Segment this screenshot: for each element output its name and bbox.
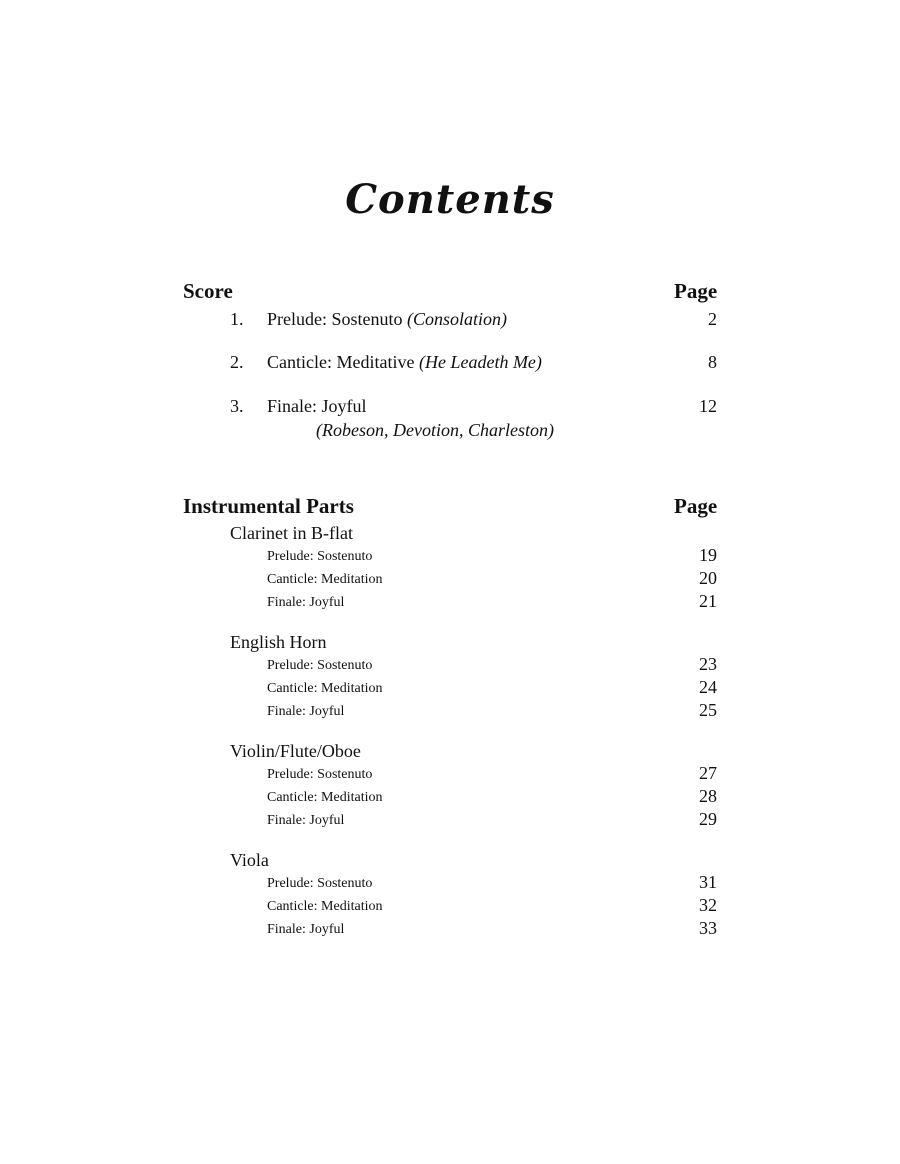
movement-page: 21 — [699, 591, 717, 611]
movement-page: 31 — [699, 872, 717, 892]
movement-title: Finale: Joyful — [267, 704, 345, 719]
movement-title: Prelude: Sostenuto — [267, 876, 373, 891]
movement-page: 24 — [699, 677, 717, 697]
score-page-heading: Page — [674, 279, 718, 303]
parts-page-heading: Page — [674, 494, 718, 518]
movement-page: 29 — [699, 809, 717, 829]
movement-page: 19 — [699, 545, 717, 565]
entry-title — [267, 352, 542, 373]
entry-number: 3. — [230, 396, 244, 416]
movement-page: 33 — [699, 918, 717, 938]
instrument-name: English Horn — [230, 632, 327, 652]
entry-number: 2. — [230, 352, 244, 372]
instrument-name: Clarinet in B-flat — [230, 523, 353, 543]
movement-title: Canticle: Meditation — [267, 790, 383, 805]
entry-subtitle: (Robeson, Devotion, Charleston) — [316, 420, 554, 440]
movement-title: Canticle: Meditation — [267, 681, 383, 696]
entry-page: 8 — [708, 352, 717, 372]
movement-page: 20 — [699, 568, 717, 588]
movement-title: Finale: Joyful — [267, 922, 345, 937]
movement-title: Prelude: Sostenuto — [267, 549, 373, 564]
score-heading: Score — [183, 279, 233, 303]
movement-title: Canticle: Meditation — [267, 899, 383, 914]
page-title: Contents — [345, 176, 555, 223]
entry-number: 1. — [230, 309, 244, 329]
movement-page: 32 — [699, 895, 717, 915]
parts-heading: Instrumental Parts — [183, 494, 354, 518]
entry-title — [267, 309, 507, 330]
movement-page: 28 — [699, 786, 717, 806]
instrument-name: Viola — [230, 850, 269, 870]
entry-page: 2 — [708, 309, 717, 329]
movement-title: Finale: Joyful — [267, 595, 345, 610]
entry-title-text: Finale: Joyful — [267, 396, 367, 416]
entry-title-text: Canticle: Meditative — [267, 352, 415, 372]
movement-page: 23 — [699, 654, 717, 674]
entry-title-text: Prelude: Sostenuto — [267, 309, 403, 329]
entry-subtitle: (He Leadeth Me) — [418, 352, 542, 372]
entry-subtitle: (Consolation) — [407, 309, 508, 329]
movement-page: 27 — [699, 763, 717, 783]
movement-title: Canticle: Meditation — [267, 572, 383, 587]
movement-title: Finale: Joyful — [267, 813, 345, 828]
movement-title: Prelude: Sostenuto — [267, 767, 373, 782]
movement-title: Prelude: Sostenuto — [267, 658, 373, 673]
instrument-name: Violin/Flute/Oboe — [230, 741, 361, 761]
entry-page: 12 — [699, 396, 717, 416]
movement-page: 25 — [699, 700, 717, 720]
